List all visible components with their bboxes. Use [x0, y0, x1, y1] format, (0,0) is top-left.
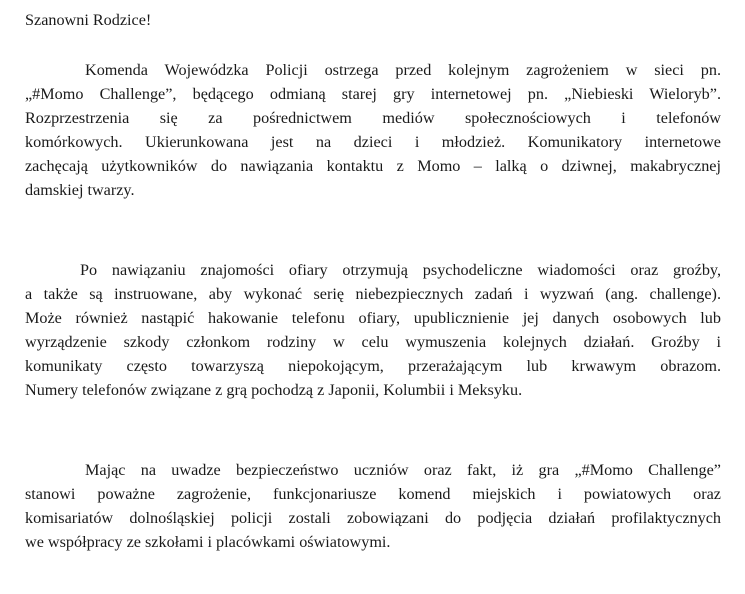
paragraph-line: komórkowych. Ukierunkowana jest na dzieci i młodzież. Komunikatory internetowe: [25, 133, 721, 151]
paragraph-line: Numery telefonów związane z grą pochodzą z Japonii, Kolumbii i Meksyku.: [25, 381, 523, 399]
paragraph-line: komunikaty często towarzyszą niepokojącym, przerażającym lub krwawym obrazom.: [25, 357, 721, 375]
paragraph-line: Może również nastąpić hakowanie telefonu ofiary, upublicznienie jej danych osobowych lub: [25, 309, 721, 327]
paragraph-line: we współpracy ze szkołami i placówkami oświatowymi.: [25, 533, 391, 551]
paragraph-line: wyrządzenie szkody członkom rodziny w celu wymuszenia kolejnych działań. Groźby i: [25, 333, 721, 351]
paragraph-line: Mając na uwadze bezpieczeństwo uczniów oraz fakt, iż gra „#Momo Challenge”: [85, 461, 721, 479]
paragraph-line: zachęcają użytkowników do nawiązania kontaktu z Momo – lalką o dziwnej, makabrycznej: [25, 157, 721, 175]
paragraph-line: damskiej twarzy.: [25, 181, 135, 199]
paragraph-threats: [25, 258, 721, 402]
paragraph-line: „#Momo Challenge”, będącego odmianą starej gry internetowej pn. „Niebieski Wieloryb”.: [25, 85, 721, 103]
paragraph-line: a także są instruowane, aby wykonać serię niebezpiecznych zadań i wyzwań (ang. challenge).: [25, 285, 721, 303]
paragraph-line: komisariatów dolnośląskiej policji zostali zobowiązani do podjęcia działań profilaktycznych: [25, 509, 721, 527]
letter-greeting: Szanowni Rodzice!: [25, 11, 152, 29]
paragraph-police-action: [25, 458, 721, 554]
paragraph-line: Rozprzestrzenia się za pośrednictwem mediów społecznościowych i telefonów: [25, 109, 721, 127]
paragraph-warning: [25, 58, 721, 202]
paragraph-line: Komenda Wojewódzka Policji ostrzega przed kolejnym zagrożeniem w sieci pn.: [85, 61, 721, 79]
paragraph-line: stanowi poważne zagrożenie, funkcjonariusze komend miejskich i powiatowych oraz: [25, 485, 721, 503]
paragraph-line: Po nawiązaniu znajomości ofiary otrzymują psychodeliczne wiadomości oraz groźby,: [80, 261, 721, 279]
